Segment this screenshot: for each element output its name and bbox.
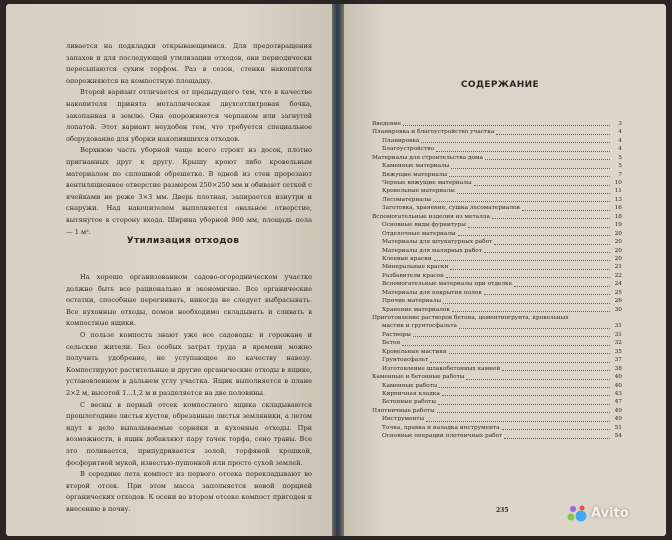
toc-entry-page: 37	[614, 357, 622, 364]
toc-leader-dots	[434, 260, 610, 261]
toc-leader-dots	[485, 159, 610, 160]
toc-leader-dots	[452, 311, 610, 312]
toc-entry-page: 7	[618, 171, 622, 178]
toc-entry	[372, 171, 622, 179]
toc-leader-dots	[421, 142, 610, 143]
paragraph: В середине лета компост из первого отсека перекладывают во второй отсек. При этом масса заполняется новой порцией органических отходов. К осени во втором отсеке компост пригоден к внесению в почву.	[66, 470, 312, 513]
toc-entry-title: Лесоматериалы	[382, 196, 431, 203]
left-text-top	[66, 41, 312, 238]
toc-entry-title: Материалы для строительства дома	[372, 154, 483, 161]
toc-leader-dots	[442, 395, 610, 396]
paragraph: ливается на подкладки открывающимися. Для предотвращения запахов и для последующей утилизации отходов, они периодически пересыпаются сухим торфом. Раз в сезон, стенки накопителя опорожняются на компостную площадку.	[66, 42, 312, 85]
toc-leader-dots	[450, 269, 610, 270]
toc-entry-title: Бетон	[382, 340, 401, 347]
toc-entry	[372, 154, 622, 162]
toc-entry-page: 26	[614, 298, 622, 305]
page-number: 235	[496, 507, 509, 514]
toc-entry-title: Каменные материалы	[382, 163, 450, 170]
toc-leader-dots	[457, 193, 610, 194]
toc-entry	[372, 407, 622, 415]
toc-entry-title: Введение	[372, 120, 402, 127]
toc-entry-page: 20	[614, 230, 622, 237]
toc-entry-page: 31	[614, 323, 622, 330]
toc-leader-dots	[492, 218, 610, 219]
toc-entry-title: Кирпичная кладка	[382, 390, 440, 397]
toc-leader-dots	[496, 134, 610, 135]
toc-leader-dots	[449, 176, 610, 177]
toc-entry-page: 19	[614, 222, 622, 229]
toc-entry-title: Прочие материалы	[382, 298, 442, 305]
paragraph: Второй вариант отличается от предыдущего тем, что в качестве накопителя принята металлическая двухсотлитровая бочка, закопанная в землю. Она опорожняется черпаком или загнутой лопатой. Этот вариант неудобен тем, что требуется специальное оборудование для уборки накопившихся отходов.	[66, 88, 312, 143]
toc-entry	[372, 196, 622, 204]
toc-entry-page: 22	[614, 272, 622, 279]
toc-entry	[372, 415, 622, 423]
left-text-bottom	[66, 272, 312, 515]
toc-leader-dots	[458, 235, 610, 236]
toc-entry-page: 24	[614, 281, 622, 288]
toc-leader-dots	[413, 336, 610, 337]
toc-entry	[372, 314, 622, 322]
section-heading: Утилизация отходов	[126, 236, 240, 246]
toc-leader-dots	[502, 429, 610, 430]
toc-leader-dots	[433, 201, 610, 202]
toc-entry-title: Точка, правка и наладка инструмента	[382, 424, 500, 431]
toc-entry-title: Кровельные мастики	[382, 348, 447, 355]
toc-entry-title: Черные вяжущие материалы	[382, 180, 472, 187]
toc-leader-dots	[474, 185, 611, 186]
toc-leader-dots	[494, 244, 610, 245]
table-of-contents	[372, 120, 622, 441]
toc-entry	[372, 432, 622, 440]
left-page	[6, 4, 332, 536]
toc-leader-dots	[430, 362, 610, 363]
toc-leader-dots	[402, 345, 610, 346]
toc-entry	[372, 373, 622, 381]
toc-entry-title: Материалы для покрытия полов	[382, 289, 482, 296]
toc-leader-dots	[449, 353, 610, 354]
toc-entry	[372, 162, 622, 170]
toc-leader-dots	[436, 151, 610, 152]
book-spine	[332, 4, 344, 536]
toc-entry	[372, 390, 622, 398]
toc-entry-title: Грунтоасфальт	[382, 357, 429, 364]
toc-entry-title: Разбавители красок	[382, 272, 444, 279]
toc-entry-title: Планировка и благоустройство участка	[372, 129, 495, 136]
toc-entry-page: 16	[614, 205, 622, 212]
toc-entry-title: Заготовка, хранение, сушка лесоматериалов	[382, 205, 520, 212]
toc-entry-page: 5	[618, 154, 622, 161]
toc-leader-dots	[484, 252, 610, 253]
toc-entry-title: Материалы для штукатурных работ	[382, 239, 493, 246]
toc-entry	[372, 365, 622, 373]
toc-leader-dots	[504, 438, 610, 439]
toc-entry-page: 20	[614, 255, 622, 262]
toc-leader-dots	[403, 125, 610, 126]
toc-entry-page: 10	[614, 180, 622, 187]
toc-entry-title: Плотничные работы	[372, 407, 435, 414]
toc-entry-page: 20	[614, 247, 622, 254]
toc-entry-page: 49	[614, 416, 622, 423]
toc-entry-page: 38	[614, 365, 622, 372]
toc-entry-page: 21	[614, 264, 622, 271]
toc-entry	[372, 424, 622, 432]
toc-entry-page: 13	[614, 196, 622, 203]
toc-entry-title: Отделочные материалы	[382, 230, 456, 237]
toc-leader-dots	[451, 168, 610, 169]
toc-entry-page: 31	[614, 331, 622, 338]
toc-title: СОДЕРЖАНИЕ	[460, 80, 540, 90]
toc-leader-dots	[446, 277, 610, 278]
toc-entry	[372, 339, 622, 347]
toc-entry	[372, 289, 622, 297]
toc-entry-title: Основные операции плотничных работ	[382, 433, 503, 440]
toc-entry-title: Кровельные материалы	[382, 188, 455, 195]
toc-entry-title: Каменные работы	[382, 382, 438, 389]
toc-entry	[372, 356, 622, 364]
toc-entry-page: 5	[618, 163, 622, 170]
toc-entry-title: Хранение материалов	[382, 306, 450, 313]
toc-entry-title: Вспомогательные изделия из металла	[372, 213, 490, 220]
toc-entry	[372, 221, 622, 229]
toc-entry	[372, 238, 622, 246]
toc-leader-dots	[439, 387, 610, 388]
toc-leader-dots	[443, 303, 610, 304]
toc-entry-page: 43	[614, 390, 622, 397]
toc-entry-title: Основные виды фурнитуры	[382, 222, 466, 229]
watermark-text: Avito	[591, 505, 629, 521]
toc-entry-title: Инструменты	[382, 416, 425, 423]
toc-entry	[372, 331, 622, 339]
toc-entry-title: Клеевые краски	[382, 255, 432, 262]
toc-entry	[372, 382, 622, 390]
avito-watermark	[566, 504, 629, 522]
toc-entry	[372, 348, 622, 356]
toc-leader-dots	[438, 404, 610, 405]
toc-entry-page: 51	[614, 424, 622, 431]
toc-entry	[372, 145, 622, 153]
toc-leader-dots	[437, 412, 610, 413]
toc-entry	[372, 179, 622, 187]
toc-entry-page: 49	[614, 407, 622, 414]
toc-entry	[372, 128, 622, 136]
toc-entry	[372, 272, 622, 280]
toc-entry-page: 4	[618, 137, 622, 144]
toc-entry-title: Благоустройство	[382, 146, 435, 153]
toc-leader-dots	[514, 286, 610, 287]
toc-entry	[372, 230, 622, 238]
toc-entry	[372, 204, 622, 212]
toc-entry-title: Изготовление шлакобетонных камней	[382, 365, 501, 372]
toc-entry-title: Вяжущие материалы	[382, 171, 448, 178]
toc-entry-title: Растворы	[382, 331, 411, 338]
toc-leader-dots	[522, 210, 610, 211]
toc-leader-dots	[502, 370, 610, 371]
toc-entry-page: 40	[614, 374, 622, 381]
toc-entry-title: Каменные и бетонные работы	[372, 374, 465, 381]
toc-entry	[372, 280, 622, 288]
toc-entry	[372, 247, 622, 255]
toc-entry	[372, 255, 622, 263]
toc-entry-page: 40	[614, 382, 622, 389]
toc-entry	[372, 297, 622, 305]
toc-entry	[372, 306, 622, 314]
toc-entry-title: Планировка	[382, 137, 420, 144]
toc-entry-title: Минеральные краски	[382, 264, 449, 271]
toc-entry-page: 54	[614, 433, 622, 440]
toc-entry-title: Бетонные работы	[382, 399, 436, 406]
toc-entry-title: мастик и грунтосфальта	[382, 323, 457, 330]
toc-entry	[372, 137, 622, 145]
toc-entry-page: 20	[614, 239, 622, 246]
toc-entry-page: 30	[614, 306, 622, 313]
toc-entry	[372, 398, 622, 406]
toc-entry-page: 4	[618, 146, 622, 153]
toc-entry-page: 35	[614, 348, 622, 355]
toc-entry-page: 32	[614, 340, 622, 347]
toc-entry-page: 25	[614, 289, 622, 296]
toc-entry-page: 47	[614, 399, 622, 406]
toc-entry-page: 11	[614, 188, 622, 195]
paragraph: С весны в первый отсек компостного ящика складываются прошлогодние листья кустов, обрезанные листья земляники, а летом идут в дело выпалываемые сорняки и кухонные отходы. При возможности, в ящик добавляют пару тачек торфа, сено травы. Все это поливается, припудривается золой, торфяной крошкой, фосфоритной мукой, известью-пушонкой или просто сухой землей.	[66, 400, 312, 467]
toc-entry-title: Материалы для малярных работ	[382, 247, 482, 254]
toc-entry-page: 3	[618, 120, 622, 127]
toc-entry	[372, 213, 622, 221]
toc-entry	[372, 188, 622, 196]
toc-entry	[372, 263, 622, 271]
toc-leader-dots	[459, 328, 610, 329]
toc-entry	[372, 120, 622, 128]
toc-leader-dots	[426, 421, 610, 422]
toc-entry-title: Вспомогательные материалы при отделке	[382, 281, 513, 288]
toc-entry	[372, 323, 622, 331]
toc-entry-page: 18	[614, 213, 622, 220]
paragraph: Верхнюю часть уборной чаще всего строят из досок, плотно пригнанных друг к другу. Крышу кроют либо кровельным материалом по сплошной обрешетке. В одной из стен прорезают вентиляционное отверстие размером 250×250 мм и обивают сеткой с ячейками не реже 3×3 мм. Дверь плотная, запирается изнутри и снаружи. Над накопителем выполняется овальное отверстие, вытянутое в сторону входа. Ширина уборной 900 мм, площадь пола — 1 м².	[66, 146, 312, 236]
toc-entry-page: 4	[618, 129, 622, 136]
toc-leader-dots	[468, 227, 610, 228]
toc-entry-title: Приготовление растворов бетона, цементногрунта, кровельных	[372, 315, 569, 322]
avito-logo-icon	[566, 504, 588, 522]
paragraph: О пользе компоста знают уже все садоводы: и горожане и сельские жители. Без особых затрат труда и времени можно получить удобрение, не уступающее по качеству навозу. Компостируют растительные и другие органические отходы в ящике, установленном в дальнем углу участка. Ящик выполняется в плане 2×2 м, высотой 1...1,2 м и разделяется на две половины.	[66, 330, 312, 397]
toc-leader-dots	[466, 379, 610, 380]
paragraph: На хорошо организованном садово-огородническом участке должно быть все рационально и экономично. Все органические остатки, способные перегнивать, никогда не следует выбрасывать. Все кухонные отходы, помои необходимо складывать и сливать в компостные ящики.	[66, 273, 312, 328]
toc-leader-dots	[484, 294, 610, 295]
